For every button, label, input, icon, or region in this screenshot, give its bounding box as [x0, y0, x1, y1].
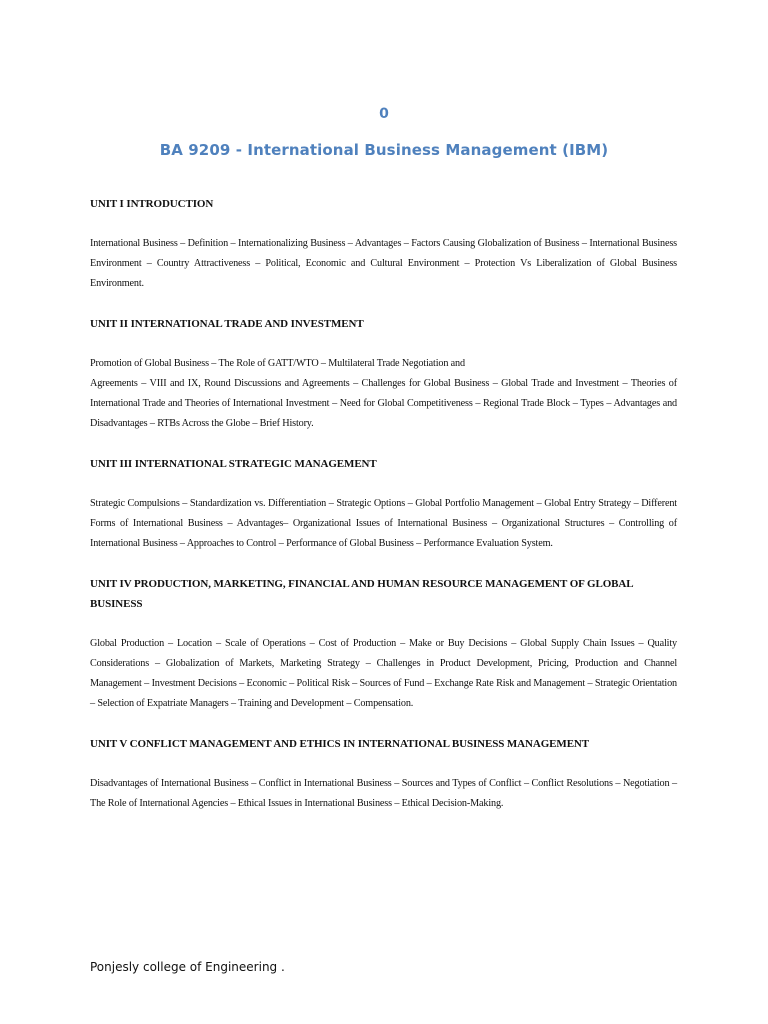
unit-4-section [90, 574, 677, 714]
unit-5-heading [90, 734, 677, 754]
unit-2-heading [90, 314, 677, 334]
unit-2-body-first-line: Promotion of Global Business – The Role of GATT/WTO – Multilateral Trade Negotiation and [90, 358, 465, 369]
unit-2-body-rest: Agreements – VIII and IX, Round Discussions and Agreements – Challenges for Global Business – Global Trade and Investment – Theories of International Trade and Theories of International Investment – Need for Global Competitiveness – Regional Trade Block – Types – Advantages and Disadvantages – RTBs Across the Globe – Brief History. [90, 378, 677, 429]
unit-4-body: Global Production – Location – Scale of Operations – Cost of Production – Make or Buy Decisions – Global Supply Chain Issues – Quality Considerations – Globalization of Markets, Marketing Strategy – Challenges in Product Development, Pricing, Production and Channel Management – Investment Decisions – Economic – Political Risk – Sources of Fund – Exchange Rate Risk and Management – Strategic Orientation – Selection of Expatriate Managers – Training and Development – Compensation. [90, 638, 677, 709]
unit-1-heading-line-1: UNIT I INTRODUCTION [90, 198, 214, 210]
unit-2-heading-line-1: UNIT II INTERNATIONAL TRADE AND INVESTMENT [90, 318, 364, 330]
unit-5-heading-line-1: UNIT V CONFLICT MANAGEMENT AND ETHICS IN INTERNATIONAL [90, 738, 450, 750]
unit-4-heading-line-1: UNIT IV PRODUCTION, MARKETING, FINANCIAL AND HUMAN RESOURCE [90, 578, 483, 590]
unit-2-section [90, 314, 677, 434]
unit-1-section [90, 194, 677, 294]
unit-3-heading-line-1: UNIT III INTERNATIONAL STRATEGIC MANAGEMENT [90, 458, 377, 470]
unit-1-heading [90, 194, 677, 214]
unit-3-heading [90, 454, 677, 474]
unit-4-heading [90, 574, 677, 614]
unit-1-body: International Business – Definition – Internationalizing Business – Advantages – Factors Causing Globalization of Business – International Business Environment – Country Attractiveness – Political, Economic and Cultural Environment – Protection Vs Liberalization of Global Business Environment. [90, 238, 677, 289]
unit-2-body [90, 354, 677, 434]
unit-3-body: Strategic Compulsions – Standardization vs. Differentiation – Strategic Options – Global Portfolio Management – Global Entry Strategy – Different Forms of International Business – Advantages– Organizational Issues of International Business – Organizational Structures – Controlling of International Business – Approaches to Control – Performance of Global Business – Performance Evaluation System. [90, 498, 677, 549]
unit-5-body: Disadvantages of International Business – Conflict in International Business – Sources and Types of Conflict – Conflict Resolutions – Negotiation – The Role of International Agencies – Ethical Issues in International Business – Ethical Decision-Making. [90, 778, 677, 809]
syllabus-content [90, 194, 677, 814]
unit-5-section [90, 734, 677, 814]
unit-4-heading-line-2: MANAGEMENT OF GLOBAL BUSINESS [90, 578, 633, 610]
page-number: 0 [379, 106, 389, 122]
footer-college-name: Ponjesly college of Engineering . [90, 960, 285, 974]
document-title: BA 9209 - International Business Management (IBM) [159, 141, 609, 159]
unit-3-section [90, 454, 677, 554]
unit-5-heading-line-2: BUSINESS MANAGEMENT [451, 738, 590, 750]
